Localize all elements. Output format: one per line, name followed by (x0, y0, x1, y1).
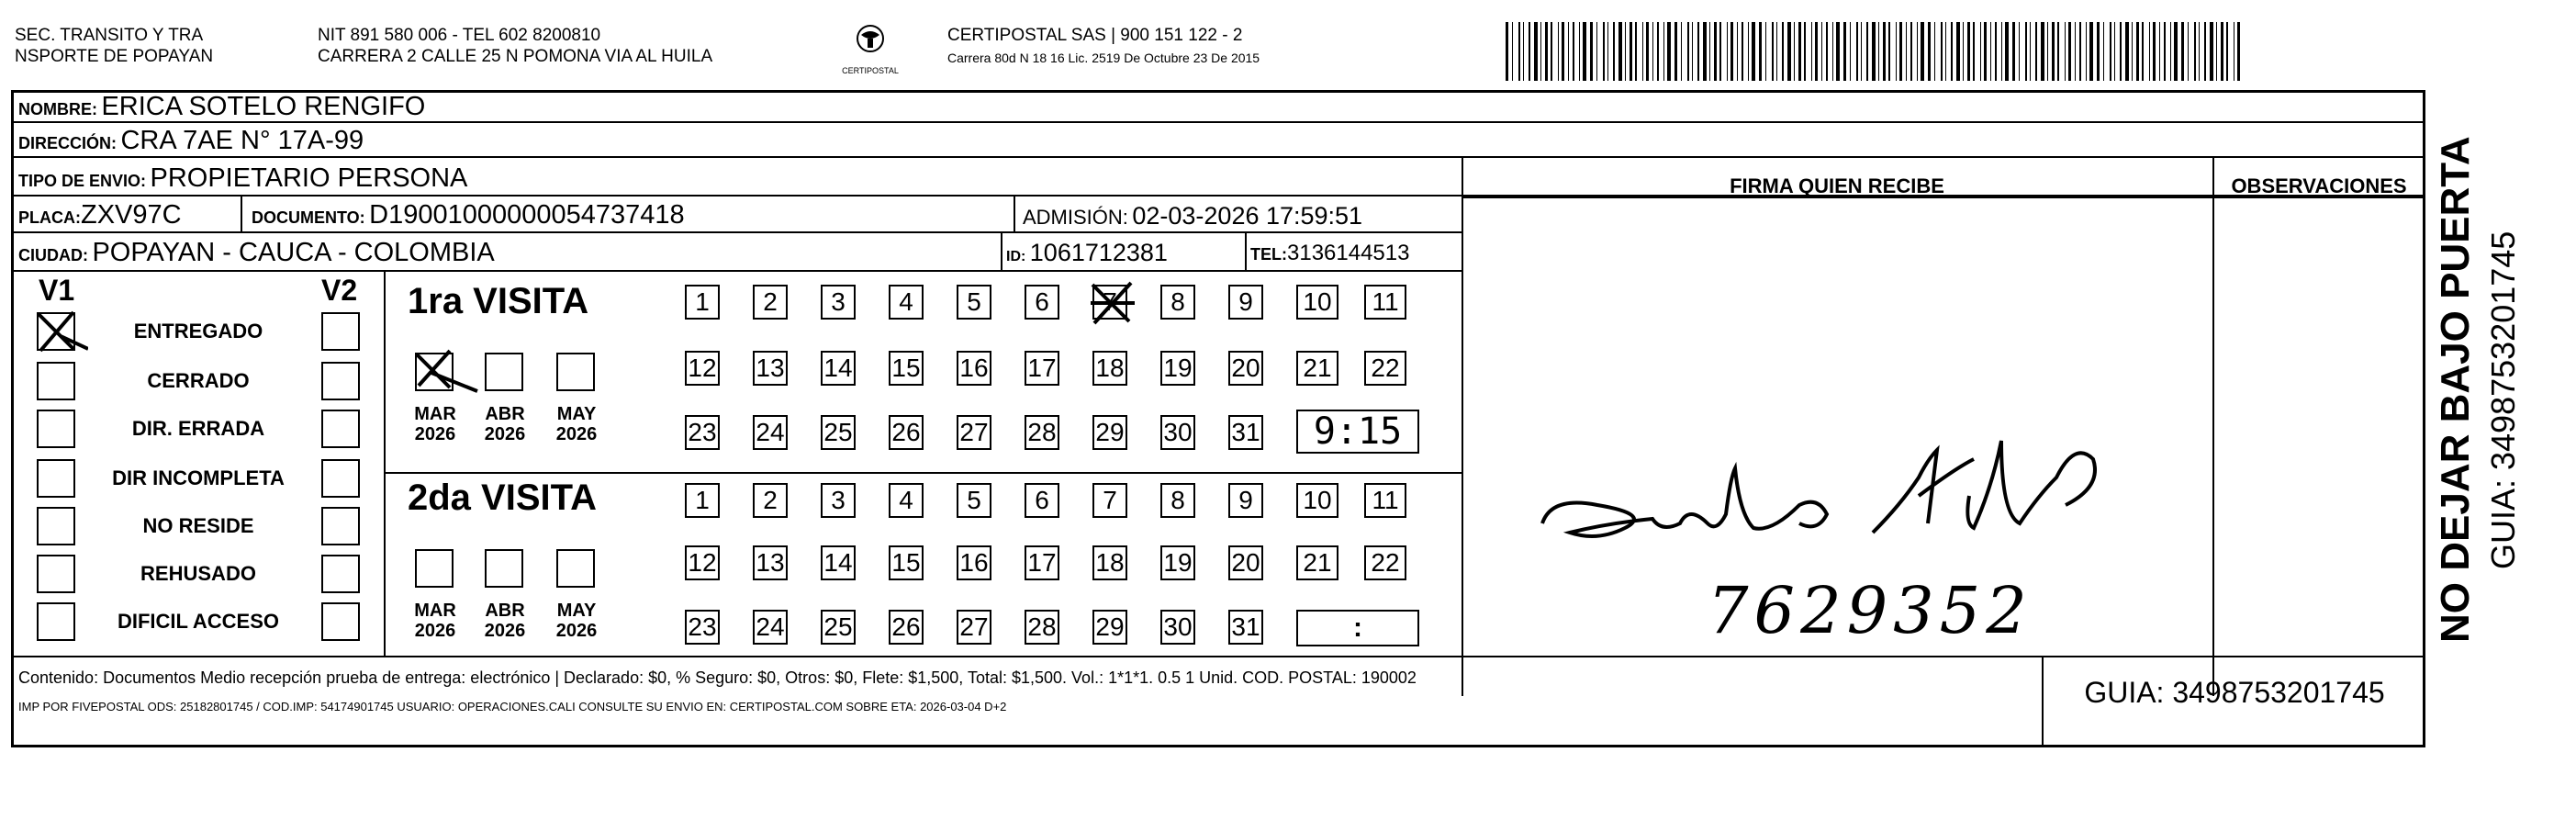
barcode-bar (1906, 22, 1907, 81)
barcode-bar (2086, 22, 2087, 81)
day-box[interactable]: 25 (821, 415, 856, 450)
barcode-bar (2019, 22, 2020, 81)
barcode-bar (1603, 22, 1605, 81)
barcode-bar (1551, 22, 1552, 81)
day-box[interactable]: 22 (1364, 351, 1406, 386)
obs-left-border (2212, 158, 2214, 696)
barcode-bar (1630, 22, 1632, 81)
barcode-bar (1896, 22, 1897, 81)
day-box[interactable]: 26 (889, 415, 924, 450)
barcode-bar (2114, 22, 2115, 81)
barcode-bar (1878, 22, 1879, 81)
barcode-bar (1518, 22, 1520, 81)
barcode-bar (1951, 22, 1953, 81)
guia-footer: GUIA: 3498753201745 (2084, 676, 2385, 709)
barcode-bar (1804, 22, 1806, 81)
admision-label: ADMISIÓN: (1023, 206, 1128, 229)
direccion-value: CRA 7AE N° 17A-99 (120, 126, 364, 155)
nit-line-1: NIT 891 580 006 - TEL 602 8200810 (318, 26, 601, 45)
v1-checkbox[interactable] (37, 362, 75, 400)
barcode-bar (1596, 22, 1597, 81)
tel-label: TEL: (1250, 245, 1287, 264)
day-box[interactable]: 16 (957, 545, 991, 580)
day-box[interactable]: 9 (1228, 483, 1263, 518)
barcode-bar (1888, 22, 1890, 81)
day-box[interactable]: 11 (1364, 483, 1406, 518)
barcode-bar (1687, 22, 1689, 81)
day-box[interactable]: 20 (1228, 545, 1263, 580)
barcode-bar (2142, 22, 2144, 81)
barcode-bar (1798, 22, 1801, 81)
nit-line-2: CARRERA 2 CALLE 25 N POMONA VIA AL HUILA (318, 47, 713, 66)
barcode-bar (1709, 22, 1710, 81)
placa-label: PLACA: (18, 208, 81, 227)
tipo-value: PROPIETARIO PERSONA (150, 163, 468, 193)
barcode-bar (2210, 22, 2213, 81)
barcode-bar (1714, 22, 1717, 81)
barcode-bar (2153, 22, 2156, 81)
barcode-bar (2065, 22, 2066, 81)
day-box[interactable]: 6 (1025, 483, 1059, 518)
month-label (549, 404, 604, 444)
visit1-time-field[interactable]: 9:15 (1296, 410, 1419, 454)
barcode-bar (1742, 22, 1743, 81)
nombre-value: ERICA SOTELO RENGIFO (101, 92, 426, 121)
direccion-label: DIRECCIÓN: (18, 134, 117, 152)
barcode-bar (1941, 22, 1943, 81)
barcode-bar (2068, 22, 2071, 81)
barcode-bar (1558, 22, 1559, 81)
barcode-bar (1657, 22, 1659, 81)
barcode-bar (1635, 22, 1637, 81)
barcode-bar (2194, 22, 2196, 81)
day-box[interactable]: 13 (753, 351, 788, 386)
month-name: MAR (414, 601, 456, 621)
day-box[interactable]: 18 (1092, 545, 1127, 580)
barcode-bar (2226, 22, 2228, 81)
day-box[interactable]: 8 (1160, 483, 1195, 518)
day-box[interactable]: 23 (685, 415, 720, 450)
barcode-bar (2164, 22, 2166, 81)
day-box[interactable]: 1 (685, 483, 720, 518)
day-box[interactable]: 3 (821, 483, 856, 518)
barcode-bar (1917, 22, 1918, 81)
visit2-time-field[interactable]: : (1296, 610, 1419, 646)
month-checkbox[interactable] (415, 353, 454, 391)
barcode-bar (2159, 22, 2160, 81)
day-box[interactable]: 16 (957, 351, 991, 386)
barcode-bar (1861, 22, 1862, 81)
day-box[interactable]: 29 (1092, 415, 1127, 450)
day-box[interactable]: 9 (1228, 285, 1263, 320)
barcode-bar (1928, 22, 1931, 81)
tipo-row (18, 163, 467, 194)
barcode-bar (2149, 22, 2150, 81)
day-box[interactable]: 6 (1025, 285, 1059, 320)
barcode-bar (1674, 22, 1677, 81)
barcode-bar (2103, 22, 2104, 81)
month-name: MAY (556, 404, 597, 424)
day-box[interactable]: 29 (1092, 610, 1127, 645)
status-label: NO RESIDE (142, 514, 254, 537)
barcode-bar (1910, 22, 1912, 81)
day-box[interactable]: 24 (753, 610, 788, 645)
day-box[interactable]: 20 (1228, 351, 1263, 386)
barcode-bar (1883, 22, 1886, 81)
day-box[interactable]: 15 (889, 545, 924, 580)
barcode-bar (1523, 22, 1524, 81)
barcode-bar (1772, 22, 1774, 81)
id-row (1006, 239, 1168, 267)
barcode-bar (2237, 22, 2240, 81)
status-label: ENTREGADO (133, 320, 263, 343)
tel-value: 3136144513 (1287, 241, 1410, 265)
v2-checkbox[interactable] (321, 459, 360, 498)
day-box[interactable]: 22 (1364, 545, 1406, 580)
v2-checkbox[interactable] (321, 362, 360, 400)
barcode-bar (2221, 22, 2223, 81)
month-label (549, 601, 604, 641)
status-divider (384, 272, 386, 656)
barcode-bar (1512, 22, 1513, 81)
month-year: 2026 (414, 621, 456, 641)
month-year: 2026 (484, 621, 526, 641)
barcode-bar (1776, 22, 1777, 81)
month-name: ABR (485, 404, 525, 424)
barcode-bar (1545, 22, 1548, 81)
barcode-bar (2097, 22, 2100, 81)
v2-checkbox[interactable] (321, 555, 360, 593)
contenido-text: Contenido: Documentos Medio recepción prueba de entrega: electrónico | Declarado: $0, % Seguro: $0, Otros: $0, Flete: $1,500, Total: $1,500. Vol.: 1*1*1. 0.5 1 Unid. COD. POSTAL: 190002 (18, 668, 1417, 687)
day-box[interactable]: 21 (1296, 351, 1338, 386)
divider (241, 197, 242, 233)
barcode-bar (1697, 22, 1699, 81)
day-box[interactable]: 14 (821, 545, 856, 580)
month-checkbox[interactable] (485, 353, 523, 391)
firma-left-border (1462, 158, 1463, 696)
month-checkbox[interactable] (415, 549, 454, 588)
barcode-bar (1730, 22, 1733, 81)
barcode-bar (1934, 22, 1935, 81)
barcode-bar (1646, 22, 1649, 81)
barcode-bar (1782, 22, 1784, 81)
divider (1001, 233, 1002, 272)
placa-row (18, 200, 182, 230)
day-box[interactable]: 12 (685, 545, 720, 580)
day-box[interactable]: 11 (1364, 285, 1406, 320)
id-value: 1061712381 (1029, 239, 1168, 266)
day-box[interactable]: 2 (753, 285, 788, 320)
barcode-bar (1667, 22, 1671, 81)
barcode-bar (1856, 22, 1858, 81)
month-name: MAY (556, 601, 597, 621)
barcode-bar (1984, 22, 1987, 81)
check-mark-icon (413, 345, 487, 400)
day-box[interactable]: 25 (821, 610, 856, 645)
v1-checkbox[interactable] (37, 507, 75, 545)
month-name: ABR (485, 601, 525, 621)
month-label (408, 404, 463, 444)
month-year: 2026 (555, 621, 598, 641)
barcode-bar (1866, 22, 1868, 81)
documento-label: DOCUMENTO: (252, 208, 365, 227)
nombre-label: NOMBRE: (18, 100, 97, 118)
visit-divider (384, 472, 1462, 474)
barcode-bar (2012, 22, 2015, 81)
v1-checkbox[interactable] (37, 555, 75, 593)
barcode-bar (1787, 22, 1791, 81)
month-checkbox[interactable] (556, 353, 595, 391)
barcode-bar (1836, 22, 1840, 81)
imp-text: IMP POR FIVEPOSTAL ODS: 25182801745 / COD.IMP: 54174901745 USUARIO: OPERACIONES.CALI CONSULTE SU ENVIO EN: CERTIPOSTAL.COM SOBRE ETA: 2026-03-04 D+2 (18, 700, 1007, 713)
divider (1014, 197, 1015, 233)
barcode-bar (1945, 22, 1946, 81)
barcode-bar (1652, 22, 1653, 81)
row-direccion (11, 123, 2425, 158)
month-name: MAR (414, 404, 456, 424)
day-box[interactable]: 28 (1025, 610, 1059, 645)
barcode-bar (1562, 22, 1564, 81)
v1-checkbox[interactable] (37, 410, 75, 448)
nombre-row (18, 92, 425, 122)
day-box[interactable]: 19 (1160, 545, 1195, 580)
barcode-bar (2132, 22, 2133, 81)
ciudad-label: CIUDAD: (18, 246, 88, 264)
day-box[interactable]: 10 (1296, 285, 1338, 320)
id-label: ID: (1006, 249, 1026, 264)
barcode-bar (1618, 22, 1622, 81)
day-box[interactable]: 8 (1160, 285, 1195, 320)
v2-title: V2 (321, 274, 358, 307)
day-box[interactable]: 27 (957, 610, 991, 645)
barcode-bar (1899, 22, 1902, 81)
barcode-bar (2110, 22, 2111, 81)
day-box[interactable]: 17 (1025, 545, 1059, 580)
documento-value: D19001000000054737418 (369, 200, 685, 230)
barcode-bar (1506, 22, 1508, 81)
footer-top-line (11, 656, 2425, 657)
admision-row (1023, 202, 1362, 230)
barcode-bar (1692, 22, 1693, 81)
barcode-bar (1752, 22, 1755, 81)
visit2-title: 2da VISITA (408, 477, 597, 518)
day-box[interactable]: 10 (1296, 483, 1338, 518)
barcode-bar (1573, 22, 1574, 81)
barcode-bar (1642, 22, 1643, 81)
check-mark-icon (1089, 281, 1140, 334)
day-box[interactable]: 23 (685, 610, 720, 645)
divider (1245, 233, 1247, 272)
barcode-bar (1990, 22, 1991, 81)
barcode-bar (2057, 22, 2059, 81)
day-box[interactable]: 17 (1025, 351, 1059, 386)
barcode-bar (1625, 22, 1626, 81)
barcode-bar (1579, 22, 1580, 81)
no-dejar-bajo-puerta: NO DEJAR BAJO PUERTA (2433, 136, 2478, 643)
sender-line-2: NSPORTE DE POPAYAN (15, 47, 214, 66)
day-box[interactable]: 7 (1092, 483, 1127, 518)
v2-checkbox[interactable] (321, 507, 360, 545)
status-label: DIFICIL ACCESO (117, 610, 279, 633)
barcode-bar (1963, 22, 1964, 81)
barcode-bar (2136, 22, 2139, 81)
barcode-bar (1765, 22, 1766, 81)
barcode-bar (2047, 22, 2048, 81)
admision-value: 02-03-2026 17:59:51 (1132, 202, 1363, 230)
day-box[interactable]: 31 (1228, 610, 1263, 645)
barcode-bar (2188, 22, 2189, 81)
status-label: DIR INCOMPLETA (112, 466, 285, 489)
barcode-bar (1843, 22, 1846, 81)
visit1-title: 1ra VISITA (408, 281, 589, 321)
month-label (477, 404, 532, 444)
check-mark-icon (33, 309, 88, 354)
handwritten-number: 7629352 (1708, 573, 2033, 648)
courier-line-1: CERTIPOSTAL SAS | 900 151 122 - 2 (947, 26, 1243, 45)
barcode-bar (2089, 22, 2093, 81)
barcode-bar (1832, 22, 1833, 81)
v2-checkbox[interactable] (321, 312, 360, 351)
observaciones-header: OBSERVACIONES (2231, 174, 2407, 197)
barcode-bar (1583, 22, 1586, 81)
day-box[interactable]: 19 (1160, 351, 1195, 386)
barcode-bar (1607, 22, 1608, 81)
day-box[interactable]: 14 (821, 351, 856, 386)
barcode-bar (2052, 22, 2055, 81)
barcode-bar (1811, 22, 1812, 81)
barcode-bar (1821, 22, 1822, 81)
barcode-bar (2035, 22, 2037, 81)
firma-header: FIRMA QUIEN RECIBE (1730, 174, 1944, 197)
barcode (1506, 22, 2244, 81)
day-box[interactable]: 3 (821, 285, 856, 320)
month-label (477, 601, 532, 641)
barcode-bar (2005, 22, 2009, 81)
tipo-label: TIPO DE ENVIO: (18, 172, 147, 190)
ciudad-row (18, 238, 495, 268)
barcode-bar (2001, 22, 2002, 81)
day-box[interactable]: 7 (1092, 285, 1127, 320)
month-label (408, 601, 463, 641)
logo-text: CERTIPOSTAL (842, 66, 899, 75)
barcode-bar (1794, 22, 1795, 81)
day-box[interactable]: 30 (1160, 610, 1195, 645)
barcode-bar (1850, 22, 1851, 81)
barcode-bar (1967, 22, 1970, 81)
barcode-bar (1590, 22, 1593, 81)
day-box[interactable]: 27 (957, 415, 991, 450)
barcode-bar (1681, 22, 1682, 81)
day-box[interactable]: 30 (1160, 415, 1195, 450)
side-guia: GUIA: 3498753201745 (2484, 230, 2522, 569)
barcode-bar (2025, 22, 2027, 81)
v2-checkbox[interactable] (321, 410, 360, 448)
sender-line-1: SEC. TRANSITO Y TRA (15, 26, 204, 45)
v1-checkbox[interactable] (37, 312, 75, 351)
barcode-bar (1815, 22, 1818, 81)
barcode-bar (1973, 22, 1975, 81)
barcode-bar (2174, 22, 2178, 81)
barcode-bar (2120, 22, 2122, 81)
barcode-bar (2199, 22, 2200, 81)
barcode-bar (1727, 22, 1728, 81)
day-box[interactable]: 1 (685, 285, 720, 320)
placa-value: ZXV97C (81, 200, 182, 230)
barcode-bar (1748, 22, 1749, 81)
day-box[interactable]: 26 (889, 610, 924, 645)
status-label: CERRADO (147, 369, 250, 392)
v1-checkbox[interactable] (37, 459, 75, 498)
month-checkbox[interactable] (556, 549, 595, 588)
ciudad-value: POPAYAN - CAUCA - COLOMBIA (92, 238, 495, 267)
day-box[interactable]: 28 (1025, 415, 1059, 450)
status-label: REHUSADO (140, 562, 256, 585)
day-box[interactable]: 24 (753, 415, 788, 450)
barcode-bar (2181, 22, 2184, 81)
barcode-bar (1663, 22, 1664, 81)
month-checkbox[interactable] (485, 549, 523, 588)
barcode-bar (1529, 22, 1530, 81)
v1-checkbox[interactable] (37, 602, 75, 641)
day-box[interactable]: 13 (753, 545, 788, 580)
courier-line-2: Carrera 80d N 18 16 Lic. 2519 De Octubre 23 De 2015 (947, 51, 1260, 65)
day-box[interactable]: 18 (1092, 351, 1127, 386)
barcode-bar (1826, 22, 1828, 81)
barcode-bar (1921, 22, 1924, 81)
barcode-bar (1568, 22, 1569, 81)
month-year: 2026 (414, 424, 456, 444)
barcode-bar (2030, 22, 2031, 81)
barcode-bar (2170, 22, 2171, 81)
barcode-bar (1613, 22, 1615, 81)
barcode-bar (2216, 22, 2217, 81)
barcode-bar (2041, 22, 2044, 81)
day-box[interactable]: 31 (1228, 415, 1263, 450)
barcode-bar (1737, 22, 1738, 81)
barcode-bar (1995, 22, 1997, 81)
day-box[interactable]: 5 (957, 285, 991, 320)
documento-row (252, 200, 685, 230)
day-box[interactable]: 12 (685, 351, 720, 386)
status-label: DIR. ERRADA (131, 417, 265, 440)
v1-title: V1 (39, 274, 75, 307)
barcode-bar (1534, 22, 1538, 81)
barcode-bar (1719, 22, 1721, 81)
day-box[interactable]: 4 (889, 285, 924, 320)
barcode-bar (1872, 22, 1876, 81)
month-year: 2026 (484, 424, 526, 444)
barcode-bar (2075, 22, 2076, 81)
barcode-bar (2079, 22, 2081, 81)
day-box[interactable]: 5 (957, 483, 991, 518)
barcode-bar (1703, 22, 1707, 81)
day-box[interactable]: 2 (753, 483, 788, 518)
day-box[interactable]: 4 (889, 483, 924, 518)
month-year: 2026 (555, 424, 598, 444)
day-box[interactable]: 21 (1296, 545, 1338, 580)
direccion-row (18, 126, 364, 156)
barcode-bar (1540, 22, 1541, 81)
barcode-bar (2204, 22, 2206, 81)
barcode-bar (1956, 22, 1960, 81)
barcode-bar (1980, 22, 1981, 81)
v2-checkbox[interactable] (321, 602, 360, 641)
barcode-bar (1759, 22, 1762, 81)
barcode-bar (2125, 22, 2129, 81)
tel-row (1250, 241, 1409, 266)
day-box[interactable]: 15 (889, 351, 924, 386)
